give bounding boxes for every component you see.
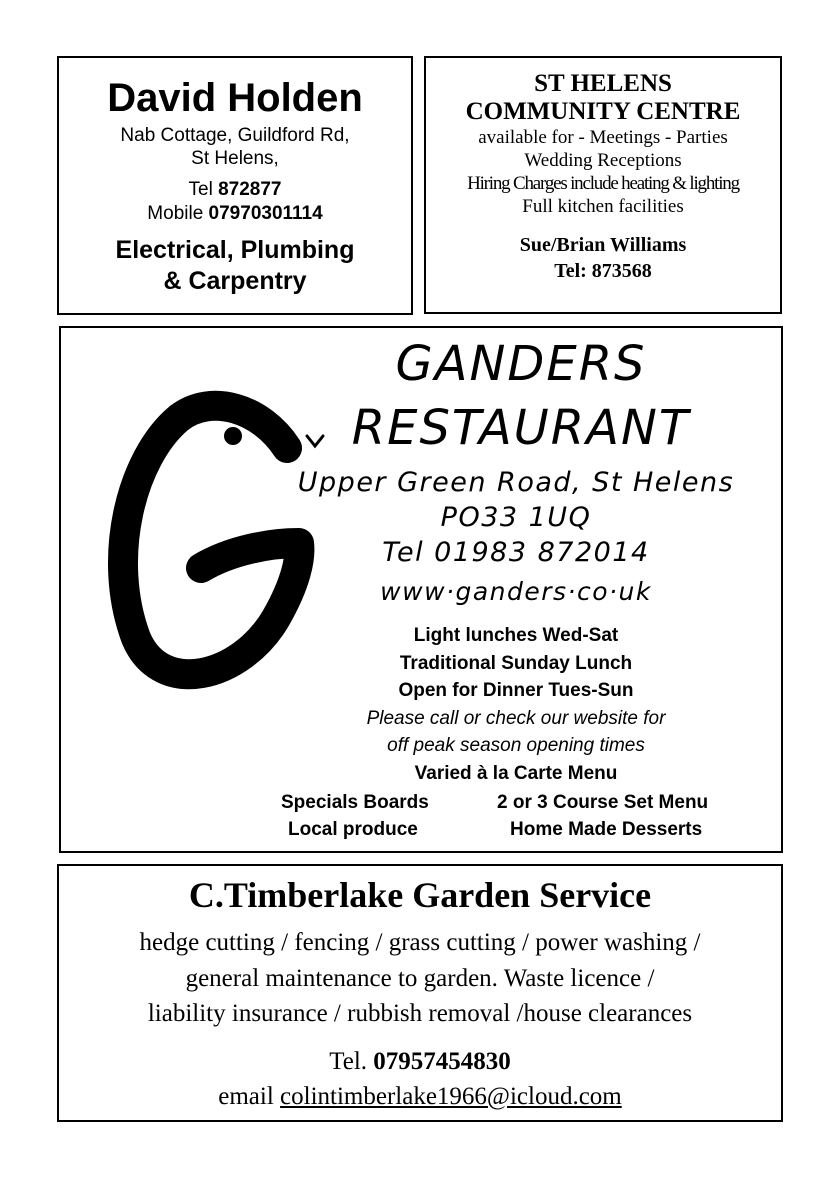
restaurant-title-line-1: GANDERS xyxy=(395,336,647,392)
hours-sunday: Traditional Sunday Lunch xyxy=(399,652,633,674)
menu-specials: Specials Boards xyxy=(281,792,429,813)
services-line-1: hedge cutting / fencing / grass cutting / power washing / xyxy=(139,929,701,956)
ad-ganders-restaurant xyxy=(59,326,783,853)
garden-tel-label: Tel. xyxy=(329,1047,374,1075)
address-line-2: St Helens, xyxy=(191,148,279,169)
mobile-label: Mobile xyxy=(147,203,209,224)
mobile-number: 07970301114 xyxy=(208,203,323,224)
mobile-line xyxy=(59,202,411,226)
services-line-3: liability insurance / rubbish removal /house clearances xyxy=(147,1000,693,1027)
centre-title-line-2: COMMUNITY CENTRE xyxy=(465,98,741,125)
phone-block xyxy=(59,178,411,226)
menu-a-la-carte: Varied à la Carte Menu xyxy=(414,762,618,784)
centre-title-line-1: ST HELENS xyxy=(534,70,672,97)
garden-email-line xyxy=(59,1079,781,1114)
garden-service-title: C.Timberlake Garden Service xyxy=(188,875,652,915)
restaurant-title-line-2: RESTAURANT xyxy=(351,400,691,456)
services-line-2: general maintenance to garden. Waste licence / xyxy=(185,964,655,992)
contact-tel: Tel: 873568 xyxy=(554,260,652,282)
off-peak-note-2: off peak season opening times xyxy=(387,735,645,756)
advertiser-name: David Holden xyxy=(107,76,363,120)
services-line-1: Electrical, Plumbing xyxy=(115,236,355,264)
garden-tel-line xyxy=(59,1044,781,1079)
ad-community-centre xyxy=(424,56,782,314)
menu-desserts: Home Made Desserts xyxy=(510,819,703,840)
centre-contact xyxy=(426,232,780,284)
garden-contact xyxy=(59,1044,781,1114)
ad-timberlake-garden xyxy=(57,864,783,1122)
restaurant-address: Upper Green Road, St Helens xyxy=(297,467,735,498)
kitchen-line: Full kitchen facilities xyxy=(522,196,684,217)
centre-title xyxy=(426,70,780,126)
availability-line: available for - Meetings - Parties xyxy=(478,127,728,148)
restaurant-postcode: PO33 1UQ xyxy=(440,502,592,533)
address-line-1: Nab Cottage, Guildford Rd, xyxy=(120,125,350,146)
restaurant-tel: Tel 01983 872014 xyxy=(382,537,650,568)
weddings-line: Wedding Receptions xyxy=(524,150,682,171)
hiring-charges-line: Hiring Charges include heating & lighting xyxy=(467,173,739,194)
services-line-2: & Carpentry xyxy=(163,267,307,295)
address xyxy=(59,124,411,170)
email-link[interactable]: colintimberlake1966@icloud.com xyxy=(280,1082,622,1110)
restaurant-website: www·ganders·co·uk xyxy=(380,577,652,606)
tel-label: Tel xyxy=(188,179,219,200)
garden-email-label: email xyxy=(218,1082,281,1110)
menu-local-produce: Local produce xyxy=(288,819,418,840)
tel-number: 872877 xyxy=(218,179,282,200)
menu-set: 2 or 3 Course Set Menu xyxy=(497,792,709,813)
hours-dinner: Open for Dinner Tues-Sun xyxy=(398,680,634,701)
services xyxy=(59,235,411,297)
services-list xyxy=(59,925,781,1032)
ad-david-holden xyxy=(57,56,413,315)
garden-tel-number: 07957454830 xyxy=(373,1047,511,1075)
off-peak-note-1: Please call or check our website for xyxy=(366,707,666,729)
contact-name: Sue/Brian Williams xyxy=(519,234,687,256)
hours-lunch: Light lunches Wed-Sat xyxy=(413,625,619,646)
tel-line xyxy=(59,178,411,202)
opening-info xyxy=(276,622,756,787)
